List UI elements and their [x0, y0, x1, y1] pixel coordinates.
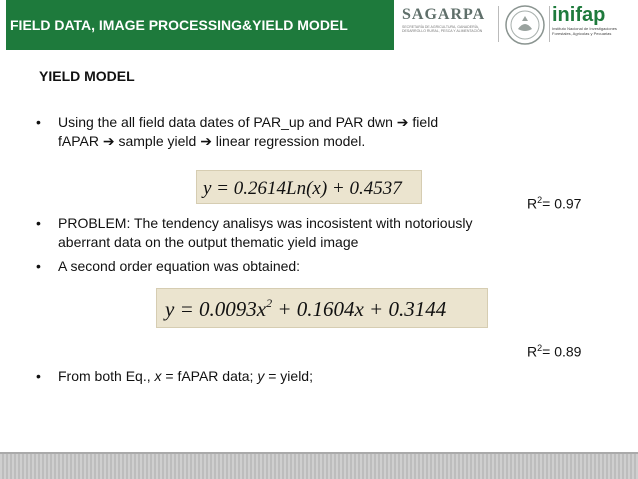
linear-equation-text: y = 0.2614Ln(x) + 0.4537	[203, 178, 402, 199]
bullet-icon: •	[36, 258, 41, 274]
bullet-text-line: aberrant data on the output thematic yield image	[58, 234, 359, 250]
logo-divider	[498, 6, 499, 42]
inifap-logo-name: inifap	[552, 4, 606, 26]
inifap-logo-subtitle: Instituto Nacional de Investigaciones Forestales, Agrícolas y Pecuarias	[552, 26, 617, 36]
bullet-text-segment: = fAPAR data;	[161, 368, 258, 384]
sagarpa-logo-name: SAGARPA	[402, 6, 486, 23]
r-squared-number: = 0.97	[542, 195, 582, 212]
sagarpa-logo-subtitle: SECRETARÍA DE AGRICULTURA, GANADERÍA, DESARROLLO RURAL, PESCA Y ALIMENTACIÓN	[402, 25, 483, 33]
r-squared-superscript: 2	[537, 195, 543, 205]
bullet-icon: •	[36, 114, 41, 130]
bullet-text-line: PROBLEM: The tendency analisys was incosistent with notoriously	[58, 215, 473, 231]
bullet-text-line	[58, 367, 313, 386]
quadratic-equation-image	[156, 288, 488, 328]
variable-y: y	[257, 368, 265, 384]
mexico-seal-icon	[504, 4, 546, 46]
inifap-logo	[552, 4, 632, 48]
quadratic-equation-text: y = 0.0093x	[165, 297, 267, 321]
quadratic-equation-text: + 0.1604x + 0.3144	[272, 297, 447, 321]
r-squared-label: R	[527, 343, 538, 360]
linear-equation-image	[196, 170, 422, 204]
bullet-icon: •	[36, 368, 41, 384]
bullet-text-segment: = yield;	[264, 368, 313, 384]
logo-divider	[549, 6, 550, 42]
sagarpa-logo	[402, 6, 494, 46]
bullet-icon: •	[36, 215, 41, 231]
r-squared-value	[527, 195, 581, 212]
header-logos	[394, 0, 638, 50]
r-squared-value	[527, 343, 581, 360]
svg-text:y = 0.0093x2 + 0.1604x + 0.314	[163, 296, 447, 321]
quadratic-exponent: 2	[266, 296, 273, 310]
slide-header-title: FIELD DATA, IMAGE PROCESSING&YIELD MODEL	[6, 0, 394, 50]
bullet-text-segment: From both Eq.,	[58, 368, 155, 384]
bullet-text-line: fAPAR ➔ sample yield ➔ linear regression model.	[58, 133, 366, 149]
footer-bar	[0, 454, 638, 479]
r-squared-number: = 0.89	[542, 343, 582, 360]
variable-x: x	[154, 368, 162, 384]
bullet-text-line: A second order equation was obtained:	[58, 258, 301, 274]
section-title: YIELD MODEL	[39, 68, 135, 84]
r-squared-superscript: 2	[537, 343, 543, 353]
r-squared-label: R	[527, 195, 538, 212]
bullet-text-line: Using the all field data dates of PAR_up and PAR dwn ➔ field	[58, 114, 439, 130]
